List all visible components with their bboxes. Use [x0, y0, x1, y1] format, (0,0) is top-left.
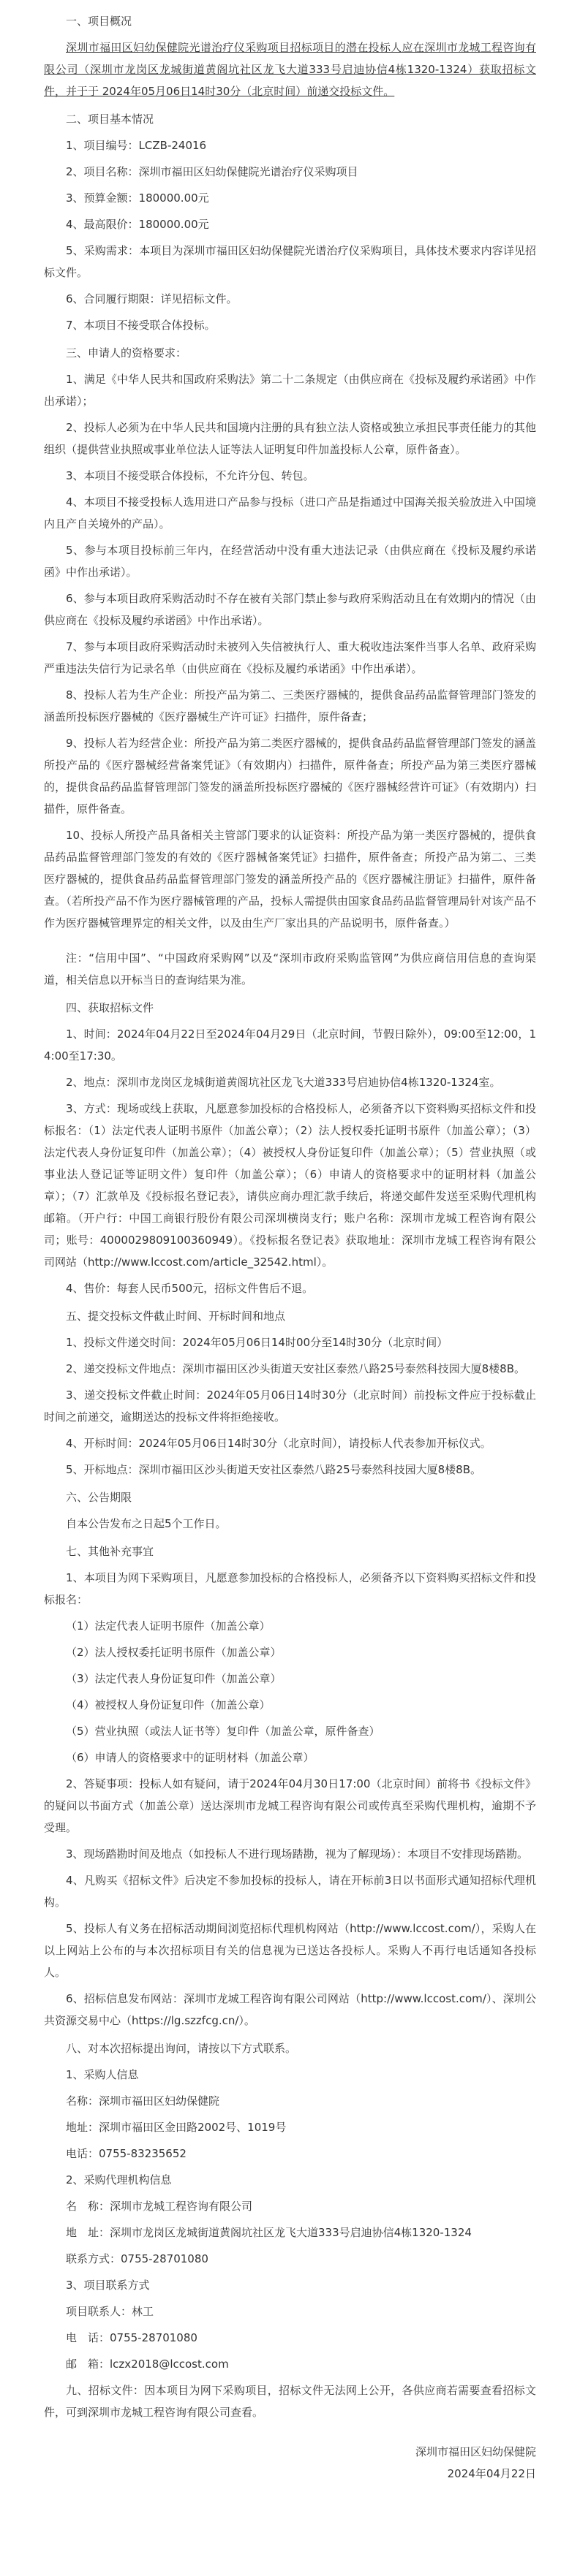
paragraph: 7、参与本项目政府采购活动时未被列入失信被执行人、重大税收违法案件当事人名单、政府采购严重违法失信行为记录名单（由供应商在《投标及履约承诺函》中作出承诺）。 [44, 640, 536, 675]
section-heading: 六、公告期限 [66, 1491, 132, 1504]
paragraph: 6、合同履行期限：详见招标文件。 [66, 292, 238, 305]
paragraph: （6）申请人的资格要求中的证明材料（加盖公章） [66, 1751, 315, 1764]
paragraph: 1、本项目为网下采购项目，凡愿意参加投标的合格投标人，必须备齐以下资料购买招标文件和投标报名： [44, 1571, 536, 1606]
paragraph: 2、采购代理机构信息 [66, 2173, 172, 2186]
paragraph: 4、凡购买《招标文件》后决定不参加投标的投标人，请在开标前3日以书面形式通知招标代理机构。 [44, 1874, 536, 1909]
paragraph: 1、项目编号：LCZB-24016 [66, 139, 207, 152]
section-heading: 二、项目基本情况 [66, 113, 154, 126]
paragraph: 1、满足《中华人民共和国政府采购法》第二十二条规定（由供应商在《投标及履约承诺函》中作出承诺）； [44, 373, 536, 408]
paragraph: 注：“信用中国”、“中国政府采购网”以及“深圳市政府采购监管网”为供应商信用信息的查询渠道，相关信息以开标当日的查询结果为准。 [44, 951, 536, 987]
paragraph: 3、项目联系方式 [66, 2279, 150, 2292]
paragraph: 8、投标人若为生产企业：所投产品为第二、三类医疗器械的，提供食品药品监督管理部门签发的涵盖所投标医疗器械的《医疗器械生产许可证》扫描件，原件备查； [44, 688, 536, 723]
signature-org: 深圳市福田区妇幼保健院 [415, 2445, 536, 2458]
paragraph: 2、递交投标文件地点：深圳市福田区沙头街道天安社区泰然八路25号泰然科技园大厦8楼8B。 [66, 1362, 526, 1375]
paragraph: 2、地点：深圳市龙岗区龙城街道黄阁坑社区龙飞大道333号启迪协信4栋1320-1324室。 [66, 1076, 501, 1089]
paragraph: 2、答疑事项：投标人如有疑问，请于2024年04月30日17:00（北京时间）前将书《投标文件》的疑问以书面方式（加盖公章）送达深圳市龙城工程咨询有限公司或传真至采购代理机构，逾期不予受理。 [44, 1777, 536, 1834]
paragraph: 邮 箱：lczx2018@lccost.com [66, 2357, 229, 2371]
paragraph: 6、参与本项目政府采购活动时不存在被有关部门禁止参与政府采购活动且在有效期内的情况（由供应商在《投标及履约承诺函》中作出承诺）。 [44, 592, 536, 627]
paragraph: 名称：深圳市福田区妇幼保健院 [66, 2094, 220, 2108]
paragraph: 项目联系人：林工 [66, 2305, 154, 2318]
paragraph: 4、开标时间：2024年05月06日14时30分（北京时间），请投标人代表参加开标仪式。 [66, 1437, 492, 1450]
paragraph: 地址：深圳市福田区金田路2002号、1019号 [66, 2121, 287, 2134]
paragraph: 5、开标地点：深圳市福田区沙头街道天安社区泰然八路25号泰然科技园大厦8楼8B。 [66, 1463, 482, 1476]
paragraph: 九、招标文件：因本项目为网下采购项目，招标文件无法网上公开，各供应商若需要查看招标文件，可到深圳市龙城工程咨询有限公司查看。 [44, 2384, 536, 2419]
paragraph: 3、方式：现场或线上获取，凡愿意参加投标的合格投标人，必须备齐以下资料购买招标文件和投标报名：（1）法定代表人证明书原件（加盖公章）；（2）法人授权委托证明书原件（加盖公章）；（3）法定代表人身份证复印件（加盖公章）；（4）被授权人身份证复印件（加盖公章）；（5）营业执照（或事业法人登记证等证明文件）复印件（加盖公章）；（6）申请人的资格要求中的证明材料（加盖公章）；（7）汇款单及《投标报名登记表》，请供应商办理汇款手续后，将递交邮件发送至采购代理机构邮箱。（开户行：中国工商银行股份有限公司深圳横岗支行；账户名称：深圳市龙城工程咨询有限公司；账号：4000029809100360949）。《投标报名登记表》获取地址：深圳市龙城工程咨询有限公司网站（http://www.lccost.com/article_32542.html）。 [44, 1102, 536, 1269]
section-heading: 四、获取招标文件 [66, 1001, 154, 1014]
paragraph: 2、项目名称：深圳市福田区妇幼保健院光谱治疗仪采购项目 [66, 165, 358, 178]
paragraph: 电 话：0755-28701080 [66, 2331, 197, 2344]
paragraph: 1、时间：2024年04月22日至2024年04月29日（北京时间，节假日除外），09:00至12:00，14:00至17:30。 [44, 1027, 536, 1063]
paragraph: （4）被授权人身份证复印件（加盖公章） [66, 1698, 271, 1711]
paragraph: 5、参与本项目投标前三年内，在经营活动中没有重大违法记录（由供应商在《投标及履约承诺函》中作出承诺）。 [44, 544, 536, 579]
section-heading: 一、项目概况 [66, 15, 132, 28]
paragraph: 地 址：深圳市龙岗区龙城街道黄阁坑社区龙飞大道333号启迪协信4栋1320-1324 [66, 2226, 472, 2239]
paragraph: 自本公告发布之日起5个工作日。 [66, 1517, 227, 1530]
paragraph: 2、投标人必须为在中华人民共和国境内注册的具有独立法人资格或独立承担民事责任能力的其他组织（提供营业执照或事业单位法人证等法人证明复印件加盖投标人公章，原件备查）。 [44, 421, 536, 456]
paragraph: 4、最高限价：180000.00元 [66, 218, 209, 231]
paragraph: （2）法人授权委托证明书原件（加盖公章） [66, 1646, 282, 1659]
paragraph: （3）法定代表人身份证复印件（加盖公章） [66, 1672, 282, 1685]
paragraph: 1、投标文件递交时间：2024年05月06日14时00分至14时30分（北京时间） [66, 1336, 448, 1349]
section-heading: 七、其他补充事宜 [66, 1545, 154, 1558]
paragraph: 4、本项目不接受投标人选用进口产品参与投标（进口产品是指通过中国海关报关验放进入中国境内且产自关境外的产品）。 [44, 495, 536, 531]
signature-date: 2024年04月22日 [447, 2467, 536, 2480]
signature-block [44, 2441, 536, 2485]
paragraph: 3、现场踏勘时间及地点（如投标人不进行现场踏勘，视为了解现场）：本项目不安排现场踏勘。 [66, 1847, 529, 1861]
paragraph: （5）营业执照（或法人证书等）复印件（加盖公章，原件备查） [66, 1725, 380, 1738]
paragraph: 联系方式：0755-28701080 [66, 2252, 208, 2265]
paragraph: （1）法定代表人证明书原件（加盖公章） [66, 1619, 271, 1633]
paragraph: 6、招标信息发布网站：深圳市龙城工程咨询有限公司网站（http://www.lccost.com/）、深圳公共资源交易中心（https://lg.szzfcg.cn/）。 [44, 1992, 536, 2027]
paragraph: 5、投标人有义务在招标活动期间浏览招标代理机构网站（http://www.lccost.com/），采购人在以上网站上公布的与本次招标项目有关的信息视为已送达各投标人。采购人不再行电话通知各投标人。 [44, 1922, 536, 1979]
paragraph: 3、递交投标文件截止时间：2024年05月06日14时30分（北京时间）前投标文件应于投标截止时间之前递交，逾期送达的投标文件将拒绝接收。 [44, 1388, 536, 1424]
paragraph: 9、投标人若为经营企业：所投产品为第二类医疗器械的，提供食品药品监督管理部门签发的涵盖所投产品的《医疗器械经营备案凭证》（有效期内）扫描件，原件备查；所投产品为第三类医疗器械的，提供食品药品监督管理部门签发的涵盖所投标医疗器械的《医疗器械经营许可证》（有效期内）扫描件，原件备查。 [44, 737, 536, 816]
paragraph: 5、采购需求：本项目为深圳市福田区妇幼保健院光谱治疗仪采购项目，具体技术要求内容详见招标文件。 [44, 244, 536, 279]
paragraph: 3、预算金额：180000.00元 [66, 191, 209, 205]
paragraph: 3、本项目不接受联合体投标，不允许分包、转包。 [66, 469, 315, 482]
paragraph: 深圳市福田区妇幼保健院光谱治疗仪采购项目招标项目的潜在投标人应在深圳市龙城工程咨询有限公司（深圳市龙岗区龙城街道黄阁坑社区龙飞大道333号启迪协信4栋1320-1324）获取招标文件，并于于 2024年05月06日14时30分（北京时间）前递交投标文件。 [44, 41, 536, 98]
paragraph: 7、本项目不接受联合体投标。 [66, 319, 216, 332]
paragraph: 4、售价：每套人民币500元，招标文件售后不退。 [66, 1282, 314, 1295]
paragraph: 1、采购人信息 [66, 2068, 139, 2081]
paragraph: 名 称：深圳市龙城工程咨询有限公司 [66, 2200, 253, 2213]
announcement-body [44, 10, 536, 2423]
paragraph: 10、投标人所投产品具备相关主管部门要求的认证资料：所投产品为第一类医疗器械的，提供食品药品监督管理部门签发的有效的《医疗器械备案凭证》扫描件，原件备查；所投产品为第二、三类医疗器械的，提供食品药品监督管理部门签发的涵盖所投产品的《医疗器械注册证》扫描件，原件备查。（若所投产品不作为医疗器械管理的产品，投标人需提供由国家食品药品监督管理局针对该产品不作为医疗器械管理界定的相关文件，以及由生产厂家出具的产品说明书，原件备查。） [44, 829, 536, 930]
section-heading: 八、对本次招标提出询问，请按以下方式联系。 [66, 2042, 297, 2055]
section-heading: 三、申请人的资格要求： [66, 346, 187, 360]
paragraph: 电话：0755-83235652 [66, 2147, 187, 2160]
section-heading: 五、提交投标文件截止时间、开标时间和地点 [66, 1310, 286, 1323]
spacer [44, 934, 536, 943]
